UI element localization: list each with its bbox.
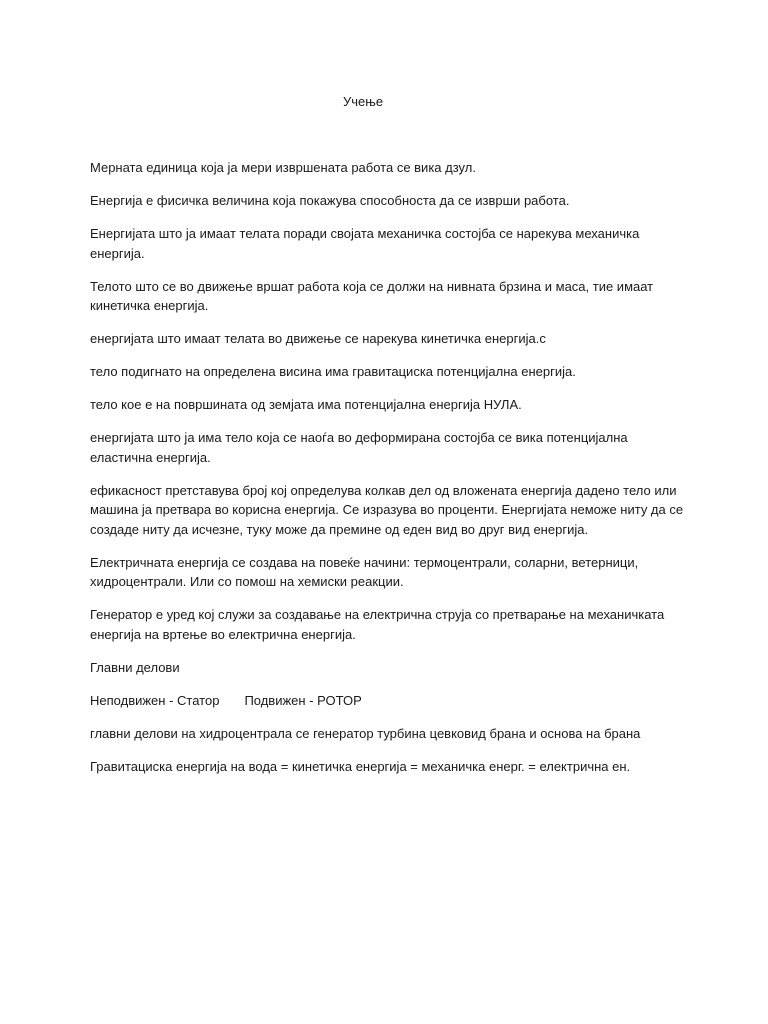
document-body (90, 158, 690, 790)
generator-parts-row (90, 691, 690, 711)
section-heading-main-parts: Главни делови (90, 659, 180, 675)
paragraph: Мерната единица која ја мери извршената работа се вика дзул. (90, 160, 476, 175)
document-title: Учење (343, 94, 384, 109)
paragraph: главни делови на хидроцентрала се генератор турбина цевковид брана и основа на брана (90, 725, 641, 741)
paragraph: Генератор е уред кој служи за создавање на електрична струја со претварање на механичката енергија на вртење во електрична енергија. (90, 607, 665, 642)
paragraph: Енергија е фисичка величина која покажува способноста да се изврши работа. (90, 193, 570, 208)
paragraph: тело подигнато на определена висина има гравитациска потенцијална енергија. (90, 364, 576, 379)
paragraph: ефикасност претставува број кој определува колкав дел од вложената енергија дадено тело или машина ја претвара во корисна енергија. Се изразува во проценти. Енергијата неможе ниту да се создаде ниту да исчезне, туку може да премине од еден вид во друг вид енергија. (90, 482, 684, 537)
paragraph: енергијата што имаат телата во движење се нарекува кинетичка енергија.с (90, 331, 546, 346)
paragraph: тело кое е на површината од земјата има потенцијална енергија НУЛА. (90, 397, 522, 412)
part-rotor: Подвижен - РОТОР (244, 692, 362, 708)
paragraph: Електричната енергија се создава на повеќе начини: термоцентрали, соларни, ветерници, хидроцентрали. Или со помош на хемиски реакции. (90, 554, 639, 589)
paragraph: Енергијата што ја имаат телата поради својата механичка состојба се нарекува механичка енергија. (90, 226, 640, 261)
part-stator: Неподвижен - Статор (90, 692, 220, 708)
paragraph: Гравитациска енергија на вода = кинетичка енергија = механичка енерг. = електрична ен. (90, 758, 631, 774)
paragraph: Телото што се во движење вршат работа која се должи на нивната брзина и маса, тие имаат кинетичка енергија. (90, 278, 654, 313)
paragraph: енергијата што ја има тело која се наоѓа во деформирана состојба се вика потенцијална еластична енергија. (90, 430, 628, 465)
